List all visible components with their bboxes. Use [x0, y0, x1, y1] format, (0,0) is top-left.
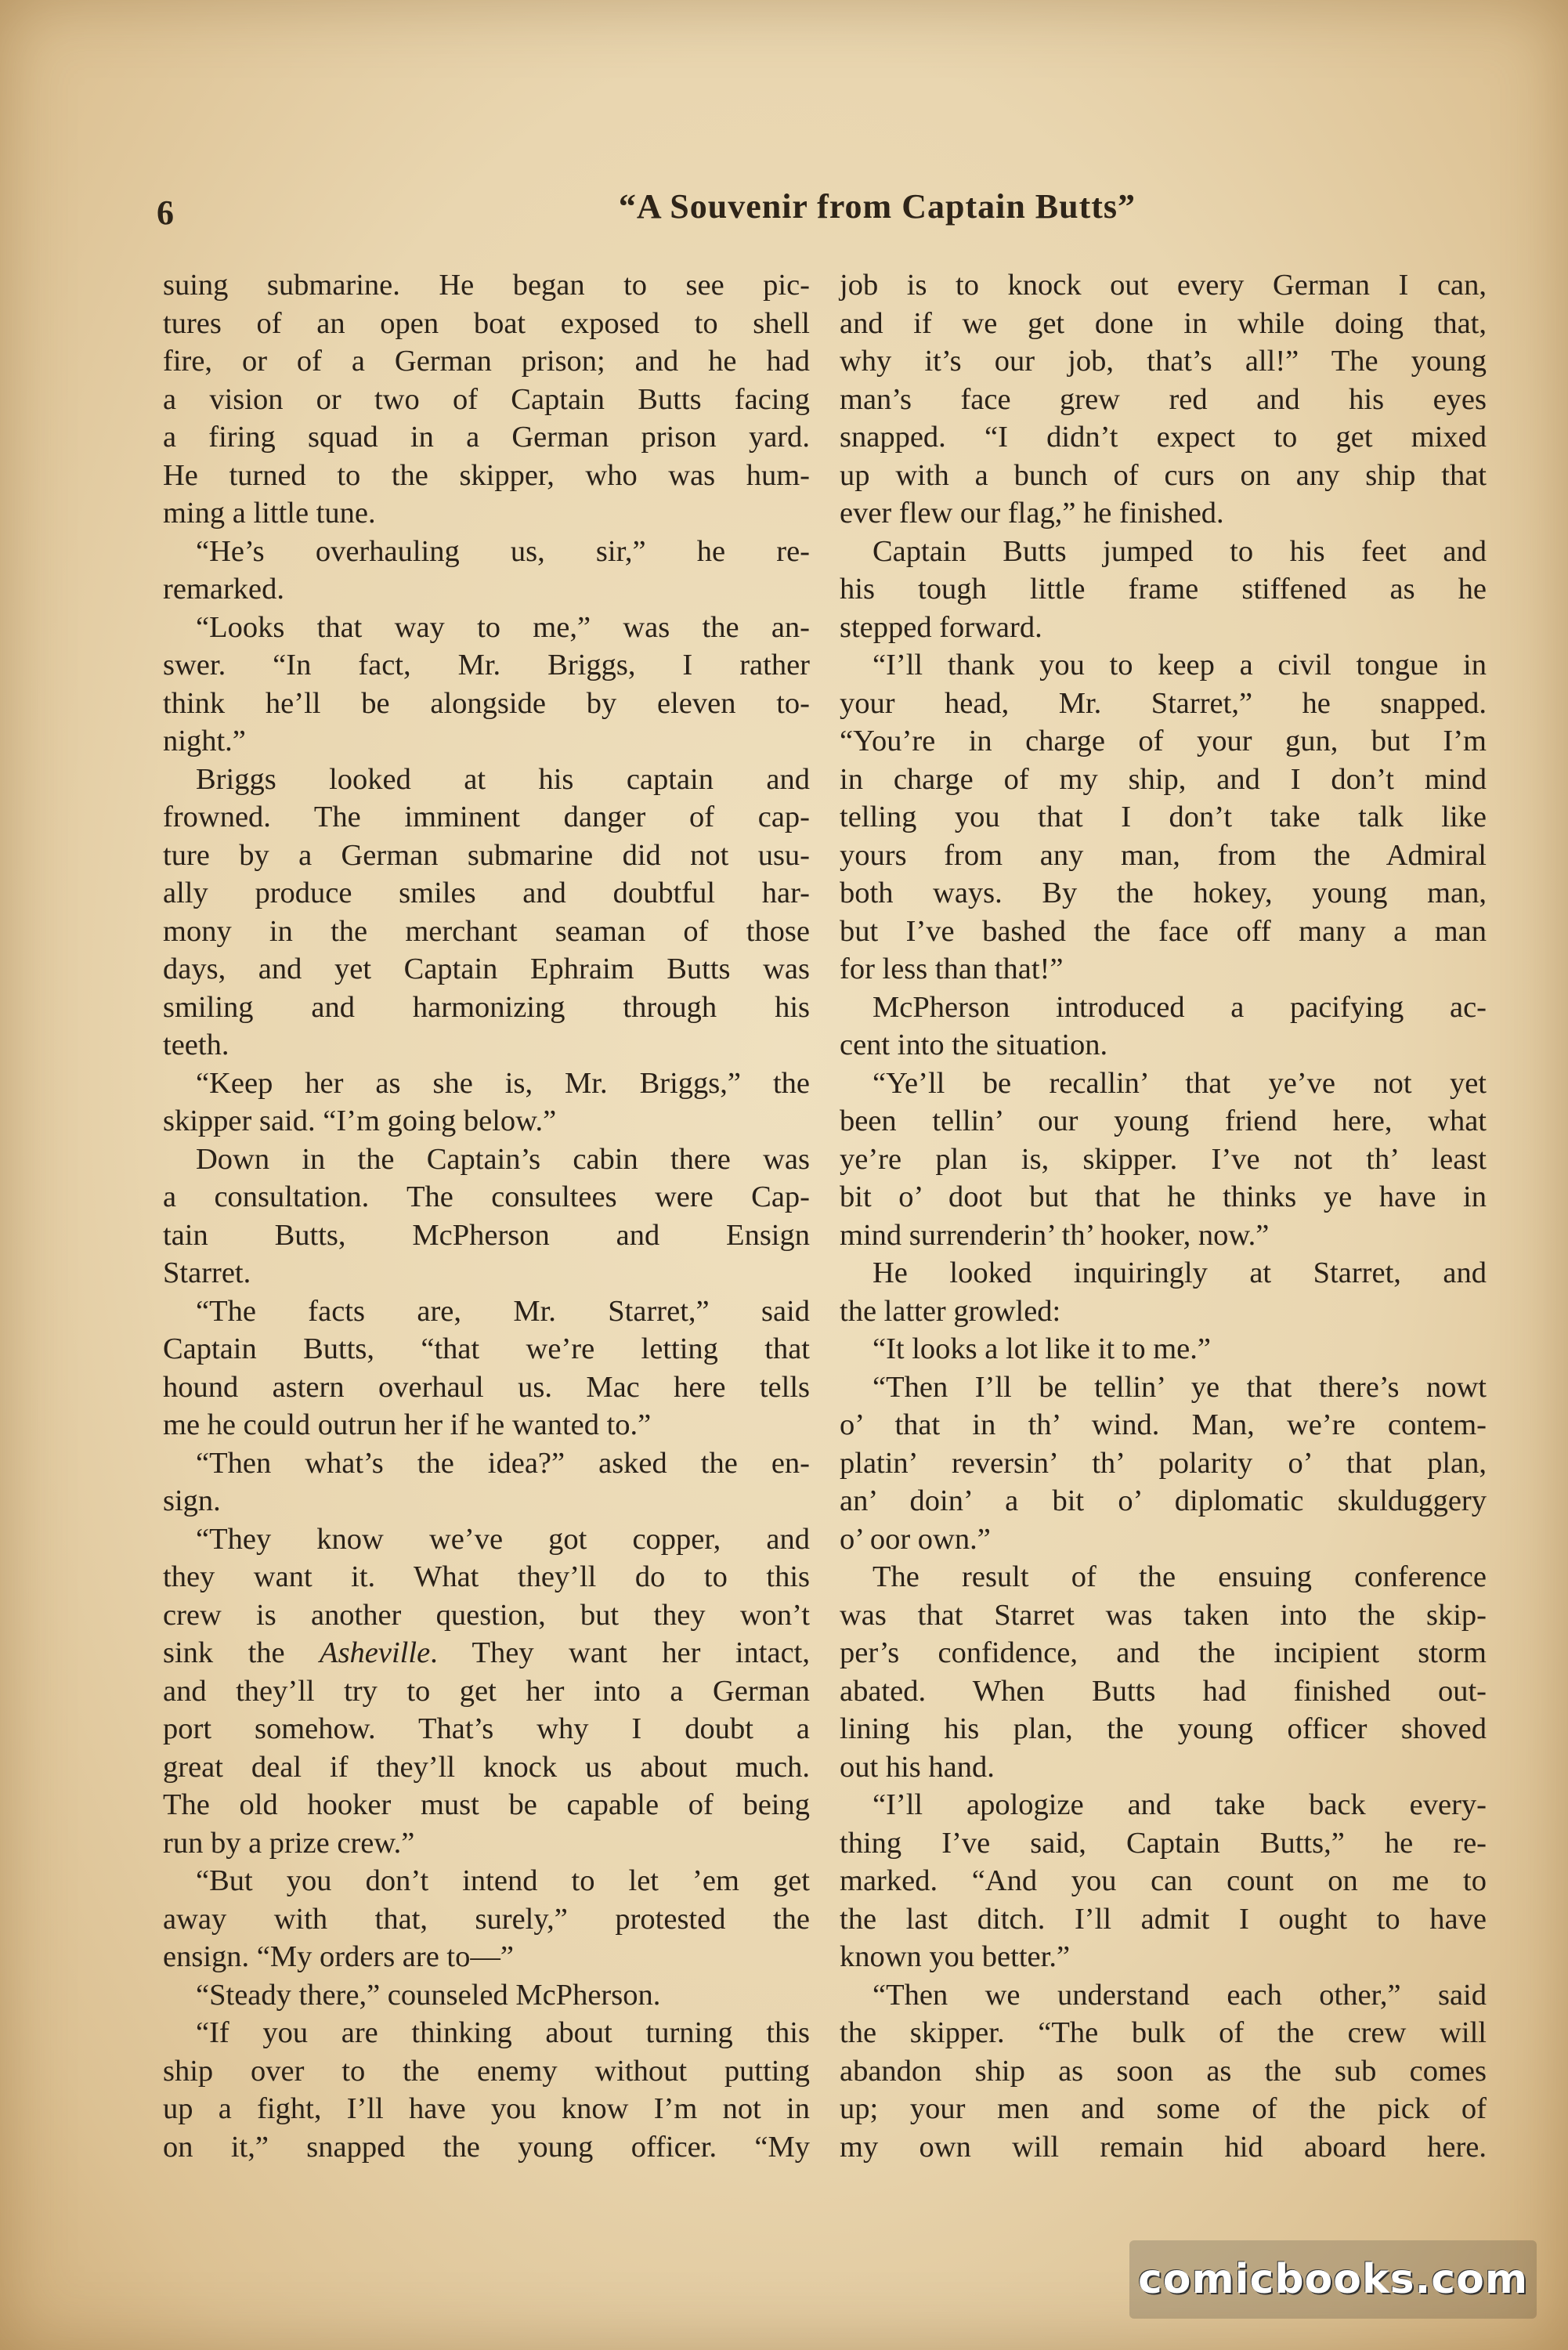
text-line: platin’ reversin’ th’ polarity o’ that plan,	[840, 1446, 1487, 1480]
text-line: ye’re plan is, skipper. I’ve not th’ least	[840, 1142, 1487, 1176]
text-line: up with a bunch of curs on any ship that	[840, 458, 1487, 492]
text-line: “Then we understand each other,” said	[873, 1978, 1487, 2012]
text-line: Starret.	[163, 1256, 251, 1289]
text-line: and they’ll try to get her into a German	[163, 1674, 810, 1708]
text-line: yours from any man, from the Admiral	[840, 838, 1487, 872]
text-line: “Then what’s the idea?” asked the en-	[196, 1446, 810, 1480]
running-head	[157, 186, 1480, 241]
text-line: ensign. “My orders are to—”	[163, 1940, 514, 1973]
text-line: mind surrenderin’ th’ hooker, now.”	[840, 1218, 1270, 1252]
text-line: Briggs looked at his captain and	[196, 762, 810, 796]
text-line: a vision or two of Captain Butts facing	[163, 382, 810, 416]
text-line: up a fight, I’ll have you know I’m not in	[163, 2092, 810, 2125]
text-line: the last ditch. I’ll admit I ought to have	[840, 1902, 1487, 1936]
text-line: sign.	[163, 1484, 221, 1517]
text-line: swer. “In fact, Mr. Briggs, I rather	[163, 649, 810, 682]
text-line: the skipper. “The bulk of the crew will	[840, 2016, 1487, 2049]
text-line: a consultation. The consultees were Cap-	[163, 1180, 810, 1213]
text-line: remarked.	[163, 573, 284, 606]
text-line: “They know we’ve got copper, and	[196, 1522, 810, 1556]
text-line: in charge of my ship, and I don’t mind	[840, 762, 1487, 796]
text-line: and if we get done in while doing that,	[840, 306, 1487, 340]
text-line: an’ doin’ a bit o’ diplomatic skulduggery	[840, 1484, 1487, 1517]
text-line: days, and yet Captain Ephraim Butts was	[163, 953, 810, 985]
text-line: a firing squad in a German prison yard.	[163, 421, 810, 454]
text-line: “Ye’ll be recallin’ that ye’ve not yet	[873, 1066, 1487, 1100]
text-line: telling you that I don’t take talk like	[840, 801, 1487, 833]
text-line: ally produce smiles and doubtful har-	[163, 877, 810, 909]
text-line: “Then I’ll be tellin’ ye that there’s nowt	[873, 1370, 1487, 1404]
left-column	[163, 266, 810, 2166]
right-column	[840, 266, 1487, 2166]
text-line: sink the Asheville. They want her intact,	[163, 1636, 810, 1669]
text-line: ship over to the enemy without putting	[163, 2054, 810, 2088]
text-line: marked. “And you can count on me to	[840, 1864, 1487, 1897]
text-line: per’s confidence, and the incipient storm	[840, 1636, 1487, 1669]
text-line: been tellin’ our young friend here, what	[840, 1104, 1487, 1137]
text-line: “I’ll apologize and take back every-	[873, 1788, 1487, 1821]
text-line: my own will remain hid aboard here.	[840, 2130, 1487, 2164]
text-line: The result of the ensuing conference	[873, 1560, 1487, 1593]
text-line: the latter growled:	[840, 1294, 1061, 1328]
text-line: Captain Butts, “that we’re letting that	[163, 1332, 810, 1365]
text-line: his tough little frame stiffened as he	[840, 573, 1487, 606]
text-line: “He’s overhauling us, sir,” he re-	[196, 534, 810, 568]
text-line: away with that, surely,” protested the	[163, 1902, 810, 1936]
text-line: “Steady there,” counseled McPherson.	[196, 1978, 661, 2012]
text-line: bit o’ doot but that he thinks ye have in	[840, 1180, 1487, 1213]
text-line: o’ that in th’ wind. Man, we’re contem-	[840, 1408, 1487, 1441]
ship-name: Asheville	[320, 1636, 431, 1669]
text-line: “You’re in charge of your gun, but I’m	[840, 725, 1487, 757]
text-line: was that Starret was taken into the skip-	[840, 1598, 1487, 1632]
text-line: ever flew our flag,” he finished.	[840, 497, 1224, 530]
text-line: man’s face grew red and his eyes	[840, 382, 1487, 416]
text-line: both ways. By the hokey, young man,	[840, 877, 1487, 909]
text-line: for less than that!”	[840, 953, 1064, 985]
text-line: “The facts are, Mr. Starret,” said	[196, 1294, 810, 1328]
text-line: o’ oor own.”	[840, 1522, 991, 1556]
text-line: McPherson introduced a pacifying ac-	[873, 990, 1487, 1024]
text-line: smiling and harmonizing through his	[163, 990, 810, 1024]
text-line: abandon ship as soon as the sub comes	[840, 2054, 1487, 2088]
text-line: run by a prize crew.”	[163, 1826, 415, 1860]
text-line: job is to knock out every German I can,	[840, 269, 1487, 302]
text-line: port somehow. That’s why I doubt a	[163, 1712, 810, 1745]
text-line: “But you don’t intend to let ’em get	[196, 1864, 810, 1897]
text-line: fire, or of a German prison; and he had	[163, 345, 810, 378]
text-line: Captain Butts jumped to his feet and	[873, 534, 1487, 568]
text-line: me he could outrun her if he wanted to.”	[163, 1408, 652, 1441]
text-line: He turned to the skipper, who was hum-	[163, 458, 810, 492]
text-line: out his hand.	[840, 1750, 995, 1784]
text-line: they want it. What they’ll do to this	[163, 1560, 810, 1593]
text-line: skipper said. “I’m going below.”	[163, 1104, 557, 1137]
text-line: snapped. “I didn’t expect to get mixed	[840, 421, 1487, 454]
text-line: thing I’ve said, Captain Butts,” he re-	[840, 1826, 1487, 1860]
watermark-logo	[1129, 2240, 1537, 2319]
text-line: teeth.	[163, 1029, 229, 1061]
text-line: hound astern overhaul us. Mac here tells	[163, 1370, 810, 1404]
text-line: ming a little tune.	[163, 497, 376, 530]
text-line: but I’ve bashed the face off many a man	[840, 914, 1487, 948]
text-line: frowned. The imminent danger of cap-	[163, 801, 810, 833]
text-line: tain Butts, McPherson and Ensign	[163, 1218, 810, 1252]
text-line: ture by a German submarine did not usu-	[163, 838, 810, 872]
text-line: “If you are thinking about turning this	[196, 2016, 810, 2049]
text-line: “It looks a lot like it to me.”	[873, 1332, 1211, 1365]
text-line: lining his plan, the young officer shoved	[840, 1712, 1487, 1745]
text-line: Down in the Captain’s cabin there was	[196, 1142, 810, 1176]
text-line: known you better.”	[840, 1940, 1071, 1973]
text-line: crew is another question, but they won’t	[163, 1598, 810, 1632]
text-line: cent into the situation.	[840, 1029, 1108, 1061]
text-line: why it’s our job, that’s all!” The young	[840, 345, 1487, 378]
text-line: on it,” snapped the young officer. “My	[163, 2130, 810, 2164]
page-number: 6	[157, 193, 174, 232]
text-line: tures of an open boat exposed to shell	[163, 306, 810, 340]
text-line: your head, Mr. Starret,” he snapped.	[840, 686, 1487, 720]
text-line: “Looks that way to me,” was the an-	[196, 610, 810, 644]
text-line: He looked inquiringly at Starret, and	[873, 1256, 1487, 1289]
text-line: great deal if they’ll knock us about much.	[163, 1750, 810, 1784]
text-line: up; your men and some of the pick of	[840, 2092, 1487, 2125]
text-line: “I’ll thank you to keep a civil tongue in	[873, 649, 1487, 682]
watermark-text: comicbooks.com	[1137, 2256, 1529, 2303]
page-title: “A Souvenir from Captain Butts”	[618, 187, 1136, 226]
text-line: think he’ll be alongside by eleven to-	[163, 686, 810, 720]
text-line: The old hooker must be capable of being	[163, 1788, 810, 1821]
text-line: abated. When Butts had finished out-	[840, 1674, 1487, 1708]
text-line: suing submarine. He began to see pic-	[163, 269, 810, 302]
text-line: mony in the merchant seaman of those	[163, 914, 810, 948]
text-line: stepped forward.	[840, 610, 1042, 644]
text-line: “Keep her as she is, Mr. Briggs,” the	[196, 1066, 810, 1100]
text-line: night.”	[163, 725, 246, 757]
